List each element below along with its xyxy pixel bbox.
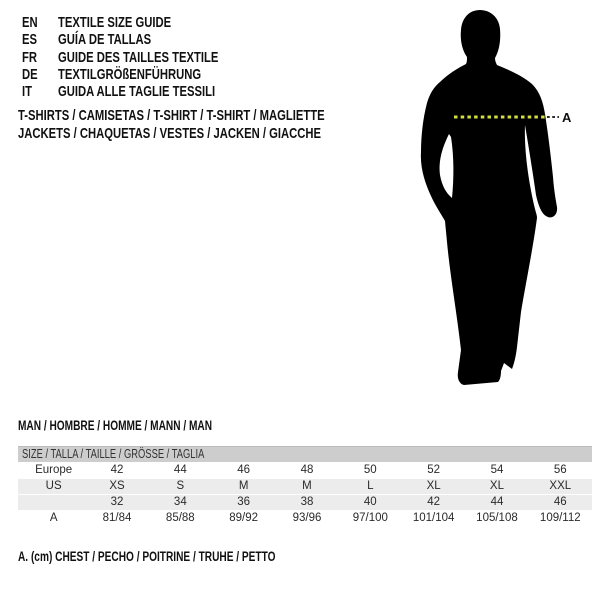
size-cell: M <box>238 480 249 492</box>
language-code: IT <box>22 83 33 101</box>
language-row <box>22 49 218 66</box>
row-label: A <box>49 512 58 524</box>
size-cell: M <box>302 480 312 492</box>
language-row <box>22 14 218 31</box>
size-cell: 97/100 <box>352 512 388 524</box>
size-cell: 32 <box>110 496 124 508</box>
language-code: EN <box>22 14 38 31</box>
language-label: GUÍA DE TALLAS <box>58 31 152 49</box>
man-silhouette <box>421 10 557 385</box>
language-label: GUIDA ALLE TAGLIE TESSILI <box>58 83 216 101</box>
size-cell: XS <box>109 480 125 492</box>
language-code: ES <box>22 31 38 49</box>
language-row <box>22 31 218 48</box>
size-table-header-text: SIZE / TALLA / TAILLE / GRÖSSE / TAGLIA <box>22 447 205 461</box>
size-cell: 54 <box>490 464 504 476</box>
table-row-us-numeric <box>18 495 592 511</box>
language-row <box>22 83 218 100</box>
size-cell: XXL <box>549 480 572 492</box>
language-row <box>22 66 218 83</box>
row-label: US <box>45 480 62 492</box>
size-cell: 34 <box>173 496 187 508</box>
size-cell: 46 <box>553 496 567 508</box>
size-cell: 50 <box>363 464 377 476</box>
size-cell: 81/84 <box>102 512 132 524</box>
row-label <box>18 495 85 510</box>
table-row-us <box>18 479 592 495</box>
size-cell: 40 <box>363 496 377 508</box>
category-lines <box>18 107 325 143</box>
category-line-tshirts: T-SHIRTS / CAMISETAS / T-SHIRT / T-SHIRT / MAGLIETTE <box>18 107 325 124</box>
size-cell: XL <box>426 480 441 492</box>
size-cell: XL <box>489 480 504 492</box>
section-title-man: MAN / HOMBRE / HOMME / MANN / MAN <box>18 418 213 433</box>
row-label: Europe <box>35 464 73 476</box>
measure-label-a: A <box>562 110 572 125</box>
size-cell: 44 <box>490 496 504 508</box>
language-label: TEXTILE SIZE GUIDE <box>58 14 172 31</box>
table-row-chest-a <box>18 511 592 527</box>
table-row-europe <box>18 463 592 479</box>
language-list <box>22 14 218 100</box>
size-cell: 109/112 <box>539 512 581 524</box>
size-cell: L <box>367 480 374 492</box>
language-label: TEXTILGRÖßENFÜHRUNG <box>58 65 202 83</box>
size-cell: 36 <box>237 496 251 508</box>
size-cell: S <box>176 480 185 492</box>
size-cell: 46 <box>237 464 251 476</box>
size-cell: 42 <box>427 496 441 508</box>
size-cell: 93/96 <box>292 512 322 524</box>
size-cell: 38 <box>300 496 314 508</box>
size-cell: 56 <box>553 464 567 476</box>
size-cell: 85/88 <box>165 512 195 524</box>
language-label: GUIDE DES TAILLES TEXTILE <box>58 48 219 66</box>
size-cell: 44 <box>173 464 187 476</box>
size-cell: 89/92 <box>229 512 259 524</box>
size-cell: 48 <box>300 464 314 476</box>
size-table-header <box>18 446 592 463</box>
figure-svg <box>400 0 600 400</box>
size-cell: 101/104 <box>412 512 455 524</box>
size-table <box>18 446 592 527</box>
size-cell: 52 <box>427 464 441 476</box>
category-line-jackets: JACKETS / CHAQUETAS / VESTES / JACKEN / GIACCHE <box>18 125 321 142</box>
measurement-footnote: A. (cm) CHEST / PECHO / POITRINE / TRUHE / PETTO <box>18 549 276 564</box>
size-cell: 105/108 <box>476 512 518 524</box>
language-code: FR <box>22 48 37 66</box>
size-cell: 42 <box>110 464 124 476</box>
man-silhouette-figure <box>400 0 600 400</box>
language-code: DE <box>22 65 38 83</box>
